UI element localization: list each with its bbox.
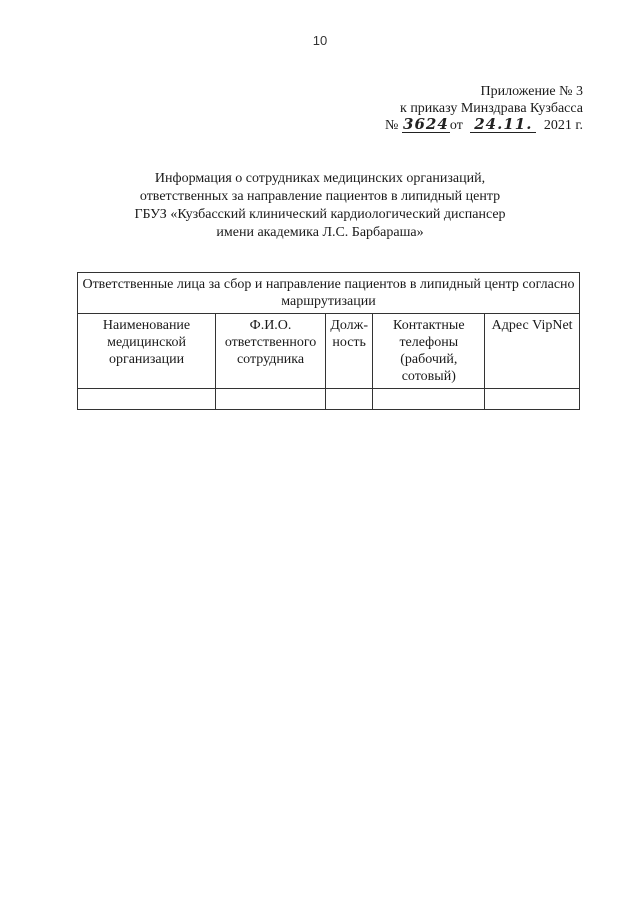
table-cell[interactable] — [325, 389, 372, 410]
column-header-vipnet: Адрес VipNet — [485, 314, 580, 389]
table-cell[interactable] — [78, 389, 216, 410]
column-header-fio: Ф.И.О. ответственного сотрудника — [216, 314, 326, 389]
appendix-title: Приложение № 3 — [480, 84, 583, 99]
column-header-phones: Контактные телефоны (рабочий, сотовый) — [373, 314, 485, 389]
document-title — [0, 170, 640, 242]
title-line-2: ответственных за направление пациентов в липидный центр — [139, 189, 501, 204]
order-year: 2021 г. — [543, 118, 583, 133]
page-number: 10 — [312, 33, 328, 48]
appendix-order-ref: к приказу Минздрава Кузбасса — [400, 101, 583, 116]
title-line-3: ГБУЗ «Кузбасский клинический кардиологический диспансер — [134, 207, 506, 222]
title-line-4: имени академика Л.С. Барбараша» — [216, 225, 424, 240]
contacts-table — [77, 272, 580, 410]
column-header-position: Долж-ность — [325, 314, 372, 389]
title-line-1: Информация о сотрудниках медицинских организаций, — [154, 171, 486, 186]
table-header-row — [78, 273, 580, 314]
table-header: Ответственные лица за сбор и направление пациентов в липидный центр согласно маршрутизации — [78, 273, 580, 314]
table-cell[interactable] — [485, 389, 580, 410]
column-header-organization: Наименование медицинской организации — [78, 314, 216, 389]
handwritten-order-date: 24.11. — [470, 117, 536, 133]
appendix-block — [385, 83, 583, 134]
number-sign: № — [385, 118, 399, 133]
from-label: от — [449, 118, 463, 133]
table-cell[interactable] — [373, 389, 485, 410]
appendix-order-line — [385, 117, 583, 134]
handwritten-order-number: 3624 — [403, 115, 449, 133]
table-cell[interactable] — [216, 389, 326, 410]
column-header-row — [78, 314, 580, 389]
table-row — [78, 389, 580, 410]
